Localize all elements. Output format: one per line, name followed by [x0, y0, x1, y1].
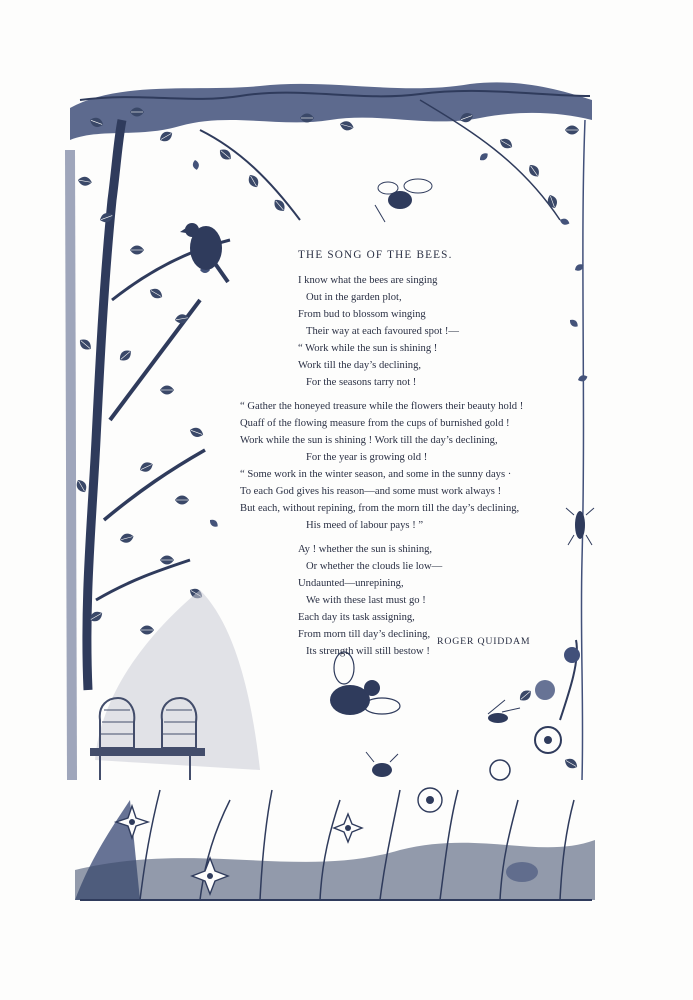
bee-bottom	[366, 752, 398, 777]
right-flowers	[490, 640, 580, 780]
poem-line: Their way at each favoured spot !—	[306, 326, 459, 337]
poem-line: Undaunted—unrepining,	[298, 578, 404, 589]
bee-large	[330, 652, 400, 715]
bird-illustration	[180, 223, 228, 282]
poem-line: Work till the day’s declining,	[298, 360, 422, 371]
poem-line: Ay ! whether the sun is shining,	[298, 544, 433, 555]
author-first-name: ROGER	[437, 636, 475, 647]
poem-line: Work while the sun is shining ! Work till the day’s declining,	[240, 435, 498, 446]
poem-line: His meed of labour pays ! ”	[306, 520, 424, 531]
poem-line: But each, without repining, from the morn till the day’s declining,	[240, 503, 520, 514]
poem-line: Each day its task assigning,	[298, 612, 415, 623]
poem-line: Quaff of the flowing measure from the cups of burnished gold !	[240, 418, 510, 429]
bottom-grass	[75, 790, 595, 900]
poem-author	[437, 636, 530, 647]
poem-line: Out in the garden plot,	[306, 292, 402, 303]
poem-line: Its strength will still bestow !	[306, 646, 430, 657]
poem-line: To each God gives his reason—and some must work always !	[240, 486, 502, 497]
bee-right	[488, 700, 520, 723]
poem-line: I know what the bees are singing	[298, 275, 438, 286]
poem-line: “ Some work in the winter season, and some in the sunny days ·	[240, 469, 512, 480]
poem-line: Or whether the clouds lie low—	[306, 561, 443, 572]
insect-on-vine	[566, 508, 594, 545]
author-last-name: QUIDDAM	[477, 636, 531, 647]
poem-line: “ Gather the honeyed treasure while the flowers their beauty hold !	[240, 401, 524, 412]
poem-line: From morn till day’s declining,	[298, 629, 431, 640]
poem-line: For the seasons tarry not !	[306, 377, 417, 388]
poem-line: “ Work while the sun is shining !	[298, 343, 438, 354]
poem-line: We with these last must go !	[306, 595, 426, 606]
poem-title: THE SONG OF THE BEES.	[298, 249, 453, 261]
bee-top	[375, 179, 432, 222]
top-foliage	[70, 82, 592, 220]
poem-line: From bud to blossom winging	[298, 309, 426, 320]
poem-line: For the year is growing old !	[306, 452, 428, 463]
right-vine	[559, 120, 588, 780]
beehive-scene	[90, 590, 260, 780]
